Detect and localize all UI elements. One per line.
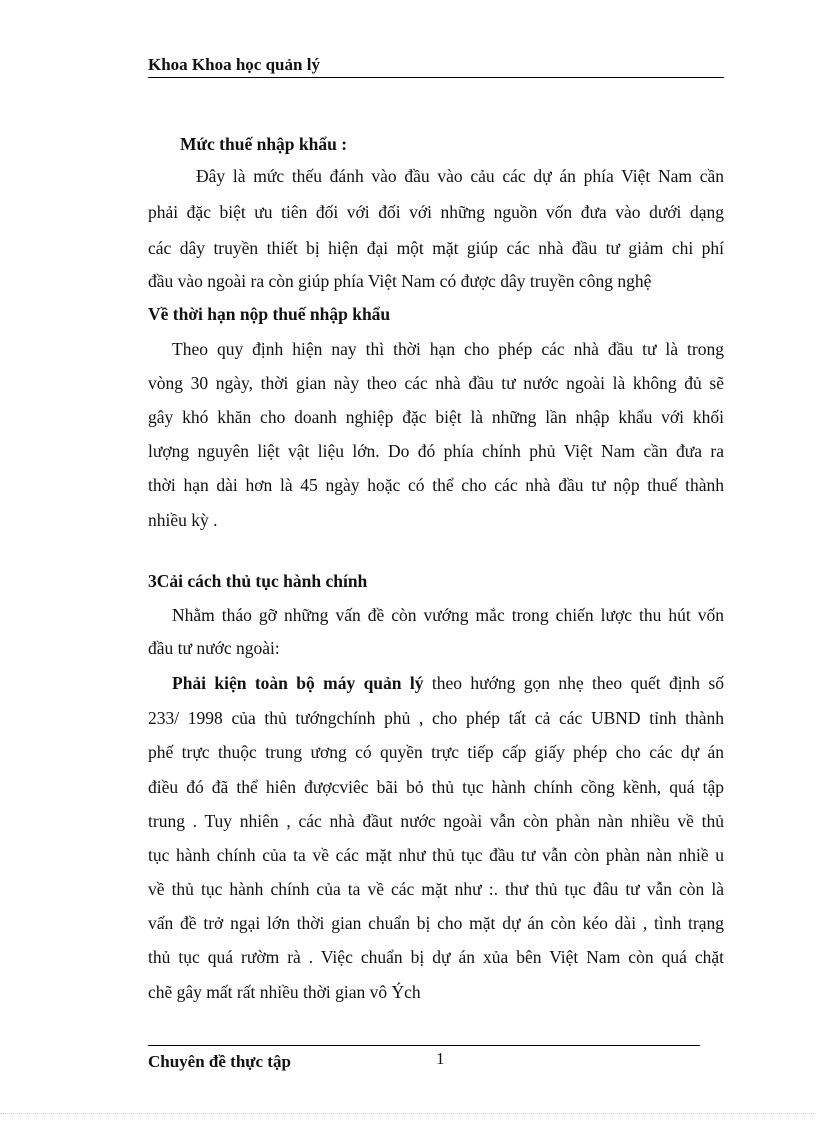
- page-header: Khoa Khoa học quản lý: [148, 55, 724, 78]
- paragraph-line: đầu tư nước ngoài:: [148, 638, 280, 658]
- paragraph-line-lead: [172, 672, 724, 694]
- paragraph-line: về thủ tục hành chính của ta về các mặt như :. thư thủ tục đâu tư vẫn còn là: [148, 879, 724, 899]
- paragraph-line: vấn đề trở ngại lớn thời gian chuẩn bị cho mặt dự án còn kéo dài , tình trạng: [148, 913, 724, 933]
- paragraph-line: nhiều kỳ .: [148, 510, 218, 530]
- paragraph-line: Đây là mức thếu đánh vào đầu vào cảu các dự án phía Việt Nam cần: [196, 166, 724, 186]
- paragraph-line: thời hạn dài hơn là 45 ngày hoặc có thể cho các nhà đầu tư nộp thuế thành: [148, 475, 724, 495]
- page-edge-divider: [0, 1113, 816, 1114]
- paragraph-line: tục hành chính của ta về các mặt như thủ tục đầu tư vẫn còn phàn nàn nhiề u: [148, 845, 724, 865]
- paragraph-line: phế trực thuộc trung ương có quyền trực tiếp cấp giấy phép cho các dự án: [148, 742, 724, 762]
- paragraph-line: phải đặc biệt ưu tiên đối với đối với những nguồn vốn đưa vào dưới dạng: [148, 202, 724, 222]
- paragraph-line: các dây truyền thiết bị hiện đại một mặt giúp các nhà đầu tư giảm chi phí: [148, 238, 724, 258]
- section-heading-import-tax: Mức thuế nhập khẩu :: [180, 134, 348, 154]
- bold-lead: Phải kiện toàn bộ máy quản lý: [172, 673, 424, 693]
- paragraph-line: điều đó đã thể hiên đượcviêc bãi bỏ thủ tục hành chính cồng kềnh, quá tập: [148, 777, 724, 797]
- page-number: 1: [436, 1049, 445, 1068]
- paragraph-line: gây khó khăn cho doanh nghiệp đặc biệt là những lần nhập khẩu với khối: [148, 407, 724, 427]
- paragraph-line: Nhằm tháo gỡ những vấn đề còn vướng mắc trong chiến lược thu hút vốn: [172, 605, 724, 625]
- section-heading-admin-reform: 3Cải cách thủ tục hành chính: [148, 571, 368, 591]
- paragraph-line: lượng nguyên liệt vật liệu lớn. Do đó phía chính phủ Việt Nam cần đưa ra: [148, 441, 724, 461]
- footer-divider: [148, 1045, 700, 1046]
- paragraph-line: trung . Tuy nhiên , các nhà đầut nước ngoài vẫn còn phàn nàn nhiều về thủ: [148, 811, 724, 831]
- paragraph-line: vòng 30 ngày, thời gian này theo các nhà đầu tư nước ngoài là không đủ sẽ: [148, 373, 724, 393]
- paragraph-line: Theo quy định hiện nay thì thời hạn cho phép các nhà đầu tư là trong: [172, 339, 724, 359]
- paragraph-line: 233/ 1998 của thủ tướngchính phủ , cho phép tất cả các UBND tỉnh thành: [148, 708, 724, 728]
- lead-rest: theo hướng gọn nhẹ theo quết định số: [423, 673, 724, 693]
- paragraph-line: thủ tục quá rườm rà . Việc chuẩn bị dự án xủa bên Việt Nam còn quá chặt: [148, 947, 724, 967]
- section-heading-tax-deadline: Về thời hạn nộp thuế nhập khẩu: [148, 304, 391, 324]
- paragraph-line: chẽ gây mất rất nhiều thời gian vô Ých: [148, 982, 421, 1002]
- paragraph-line: đầu vào ngoài ra còn giúp phía Việt Nam có được dây truyền công nghệ: [148, 271, 652, 291]
- footer-title: Chuyên đề thực tập: [148, 1052, 291, 1071]
